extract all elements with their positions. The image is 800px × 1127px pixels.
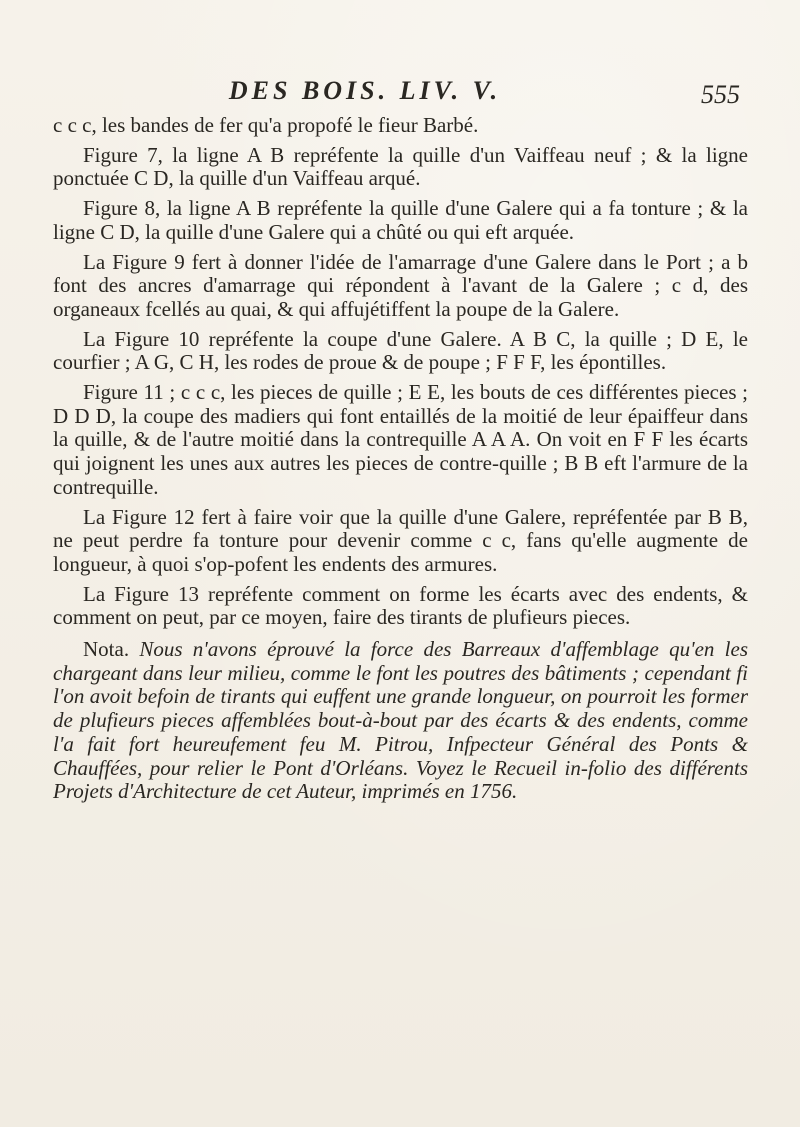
nota-label: Nota. bbox=[83, 637, 130, 662]
page-number: 555 bbox=[701, 80, 740, 109]
paragraph-figure-10: La Figure 10 repréfente la coupe d'une Galere. A B C, la quille ; D E, le courfier ; A G, C H, les rodes de proue & de poupe ; F F F, les épontilles. bbox=[53, 326, 748, 375]
paragraph-figure-11: Figure 11 ; c c c, les pieces de quille ; E E, les bouts de ces différentes pieces ; D D D, la coupe des madiers qui font entaillés de la moitié de leur épaiffeur dans la quille, & de l'autre moitié dans la contrequille A A A. On voit en F F les écarts qui joignent les unes aux autres les pieces de contre-quille ; B B eft l'armure de la contrequille. bbox=[53, 380, 748, 499]
nota-text: Nous n'avons éprouvé la force des Barreaux d'affemblage qu'en les chargeant dans leur milieu, comme le font les poutres des bâtiments ; cependant fi l'on avoit befoin de tirants qui euffent une grande longueur, on pourroit les former de plufieurs pieces affemblées bout-à-bout par des écarts & des endents, comme l'a fait fort heureufement feu M. Pitrou, Infpecteur Général des Ponts & Chauffées, pour relier le Pont d'Orléans. Voyez le Recueil in-folio des différents Projets d'Architecture de cet Auteur, imprimés en 1756. bbox=[53, 637, 748, 804]
paragraph-figure-9: La Figure 9 fert à donner l'idée de l'amarrage d'une Galere dans le Port ; a b font des ancres d'amarrage qui répondent à l'avant de la Galere ; c d, des organeaux fcellés au quai, & qui affujétiffent la poupe de la Galere. bbox=[53, 249, 748, 321]
running-head: DES BOIS. LIV. V. bbox=[228, 76, 502, 105]
paragraph-figure-12: La Figure 12 fert à faire voir que la quille d'une Galere, repréfentée par B B, ne peut perdre fa tonture pour devenir comme c c, fans qu'elle augmente de longueur, à quoi s'op-pofent les endents des armures. bbox=[53, 504, 748, 576]
paragraph-figure-13: La Figure 13 repréfente comment on forme les écarts avec des endents, & comment on peut, par ce moyen, faire des tirants de plufieurs pieces. bbox=[53, 581, 748, 630]
body-text bbox=[53, 114, 748, 810]
nota-paragraph bbox=[53, 638, 748, 804]
paragraph-continuation: c c c, les bandes de fer qu'a propofé le fieur Barbé. bbox=[53, 113, 479, 137]
page-header bbox=[100, 76, 740, 112]
paragraph-figure-7: Figure 7, la ligne A B repréfente la quille d'un Vaiffeau neuf ; & la ligne ponctuée C D, la quille d'un Vaiffeau arqué. bbox=[53, 142, 748, 191]
paragraph-figure-8: Figure 8, la ligne A B repréfente la quille d'une Galere qui a fa tonture ; & la ligne C D, la quille d'une Galere qui a chûté ou qui eft arquée. bbox=[53, 196, 748, 244]
